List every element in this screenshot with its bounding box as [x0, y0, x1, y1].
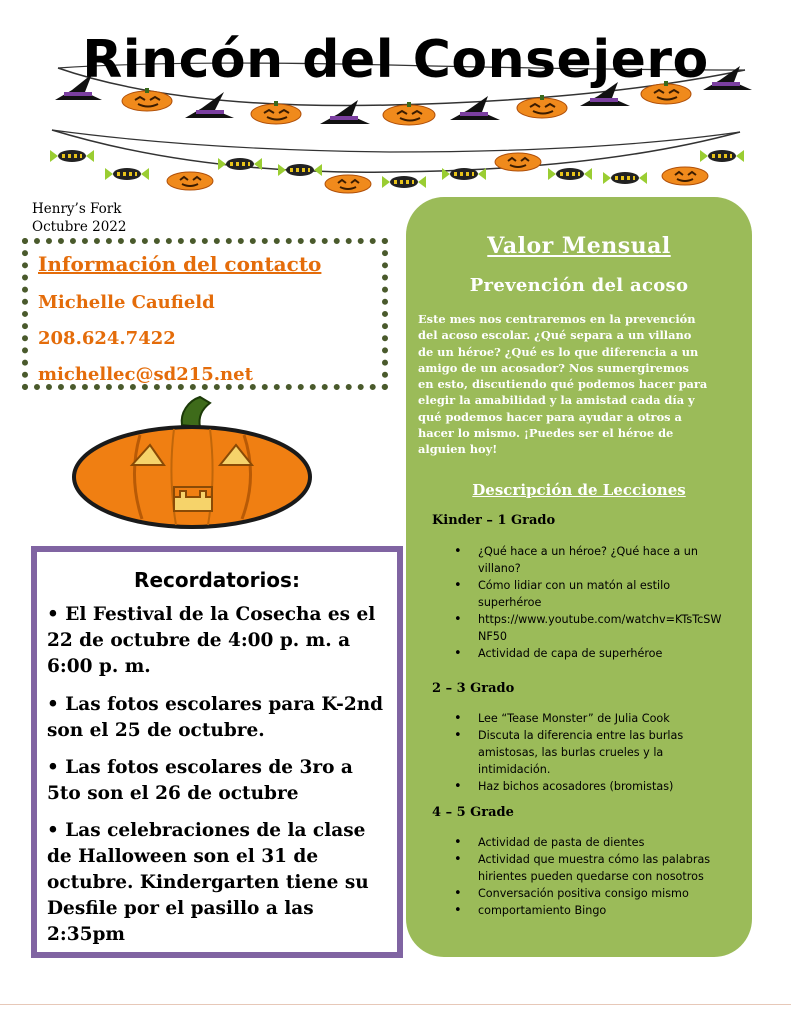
monthly-value-panel: [406, 197, 752, 957]
lesson-item: • Discuta la diferencia entre las burlas amistosas, las burlas crueles y la intimidación.: [406, 727, 726, 778]
grade-label: 2 – 3 Grado: [432, 681, 515, 696]
lesson-item: • comportamiento Bingo: [406, 902, 726, 919]
grade-label: Kinder – 1 Grado: [432, 513, 556, 528]
pumpkin-icon: [122, 88, 172, 111]
footer-divider: [0, 1004, 791, 1005]
contact-name: Michelle Caufield: [38, 292, 215, 313]
witch-hat-icon: [185, 92, 234, 118]
contact-email[interactable]: michellec@sd215.net: [38, 364, 253, 385]
value-paragraph: Este mes nos centraremos en la prevención del acoso escolar. ¿Qué separa a un villano de un héroe? ¿Qué es lo que diferencia a un amigo de un acosador? Nos sumergiremos en esto, discutiendo qué podemos hacer para elegir la amabilidad y la amistad cada día y qué podemos hacer para ayudar a otros a hacer lo mismo. ¡Puedes ser el héroe de alguien hoy!: [418, 312, 708, 457]
grade-label: 4 – 5 Grade: [432, 805, 514, 820]
pumpkin-icon: [662, 167, 708, 185]
lesson-item: • Haz bichos acosadores (bromistas): [406, 778, 726, 795]
witch-hat-icon: [450, 96, 500, 120]
lesson-item: • Lee “Tease Monster” de Julia Cook: [406, 710, 726, 727]
jack-o-lantern-icon: [70, 395, 315, 535]
candy-icon: [548, 168, 592, 180]
newsletter-date: Octubre 2022: [32, 219, 127, 235]
reminder-item: • Las fotos escolares para K-2nd son el 25 de octubre.: [47, 694, 384, 741]
reminders-title: Recordatorios:: [134, 568, 300, 592]
value-subtitle: Prevención del acoso: [469, 275, 689, 296]
pumpkin-icon: [167, 172, 213, 190]
school-info: [32, 200, 126, 236]
lesson-list: [406, 710, 726, 795]
lesson-list: [406, 543, 726, 662]
candy-icon: [50, 150, 94, 162]
page-title: Rincón del Consejero: [82, 30, 709, 90]
witch-hat-icon: [320, 100, 370, 124]
bottom-garland: [50, 130, 744, 193]
lesson-link[interactable]: • https://www.youtube.com/watchv=KTsTcSWNF50: [406, 611, 726, 645]
lesson-item: • Actividad de pasta de dientes: [406, 834, 726, 851]
lesson-item: • ¿Qué hace a un héroe? ¿Qué hace a un villano?: [406, 543, 726, 577]
reminder-item: • Las celebraciones de la clase de Halloween son el 31 de octubre. Kindergarten tiene su Desfile por el pasillo a las 2:35pm: [47, 820, 369, 945]
lesson-item: • Actividad que muestra cómo las palabras hirientes pueden quedarse con nosotros: [406, 851, 726, 885]
candy-icon: [105, 168, 149, 180]
reminder-item: • El Festival de la Cosecha es el 22 de octubre de 4:00 p. m. a 6:00 p. m.: [47, 604, 376, 677]
candy-icon: [603, 172, 647, 184]
candy-icon: [382, 176, 426, 188]
candy-icon: [700, 150, 744, 162]
lesson-item: • Cómo lidiar con un matón al estilo superhéroe: [406, 577, 726, 611]
value-title: Valor Mensual: [487, 233, 671, 259]
contact-heading: Información del contacto: [38, 252, 322, 276]
contact-box: [22, 238, 388, 390]
lesson-item: • Actividad de capa de superhéroe: [406, 645, 726, 662]
reminders-box: [31, 546, 403, 958]
school-name: Henry’s Fork: [32, 201, 122, 217]
lesson-list: [406, 834, 726, 919]
lessons-title: Descripción de Lecciones: [472, 481, 686, 499]
contact-phone[interactable]: 208.624.7422: [38, 328, 176, 349]
lesson-item: • Conversación positiva consigo mismo: [406, 885, 726, 902]
reminder-item: • Las fotos escolares de 3ro a 5to son el 26 de octubre: [47, 757, 353, 804]
pumpkin-icon: [325, 175, 371, 193]
pumpkin-icon: [495, 153, 541, 171]
candy-icon: [278, 164, 322, 176]
